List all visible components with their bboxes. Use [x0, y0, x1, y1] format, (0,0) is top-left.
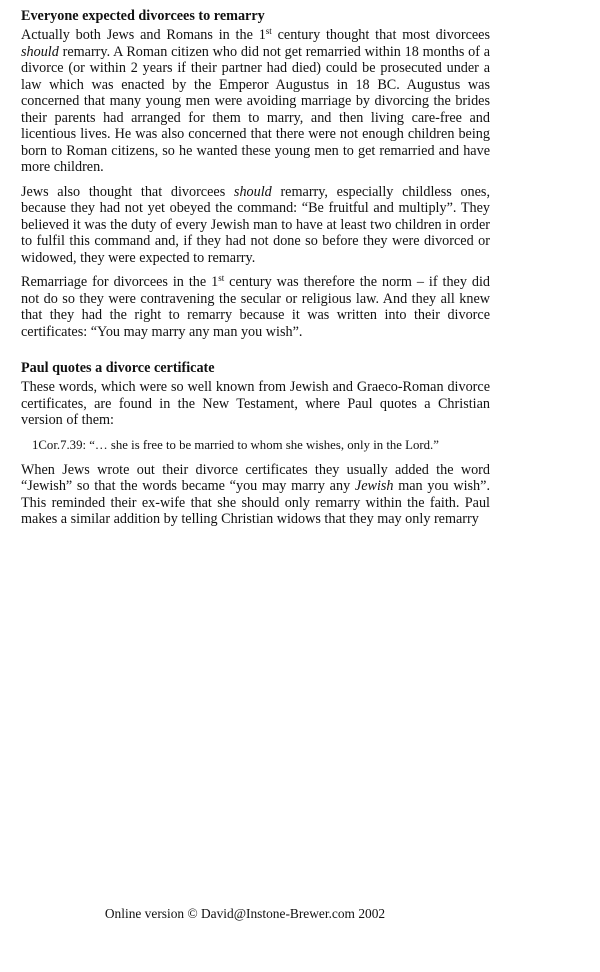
paragraph-roman-law: Actually both Jews and Romans in the 1st century thought that most divorcees should remarry. A Roman citizen who did not get remarried within 18 months of a divorce (or within 2 years if their partner had died) could be prosecuted under a law which was enacted by the Emperor Augustus in 18 BC. Augustus was concerned that many young men were avoiding marriage by divorcing the brides their parents had arranged for them to marry, and then living care-free and licentious lives. He was also concerned that there were not enough children being born to Roman citizens, so he wanted these young men to get remarried and have more children. — [21, 26, 490, 175]
page-footer: Online version © David@Instone-Brewer.com 2002 — [104, 906, 386, 921]
paragraph-norm: Remarriage for divorcees in the 1st century was therefore the norm – if they did not do so they were contravening the secular or religious law. And they all knew that they had the right to remarry because it was written into their divorce certificates: “You may marry any man you wish”. — [21, 273, 490, 340]
paragraph-new-testament: These words, which were so well known from Jewish and Graeco-Roman divorce certificates, are found in the New Testament, where Paul quotes a Christian version of them: — [21, 379, 490, 428]
section-gap — [21, 348, 490, 359]
paragraph-jewish-addition: When Jews wrote out their divorce certificates they usually added the word “Jewish” so that the words became “you may marry any Jewish man you wish”. This reminded their ex-wife that she should only remarry within the faith. Paul makes a similar addition by telling Christian widows that they may only remarry — [21, 461, 490, 527]
section-heading-remarry: Everyone expected divorcees to remarry — [21, 8, 265, 24]
section-heading-paul: Paul quotes a divorce certificate — [21, 360, 215, 376]
paragraph-jewish-view: Jews also thought that divorcees should remarry, especially childless ones, because they had not yet obeyed the command: “Be fruitful and multiply”. They believed it was the duty of every Jewish man to have at least two children in order to fulfil this command and, if they had not done so before they were divorced or widowed, they were expected to remarry. — [21, 183, 490, 266]
document-page — [21, 7, 490, 536]
scripture-quote: 1Cor.7.39: “… she is free to be married to whom she wishes, only in the Lord.” — [32, 437, 439, 452]
